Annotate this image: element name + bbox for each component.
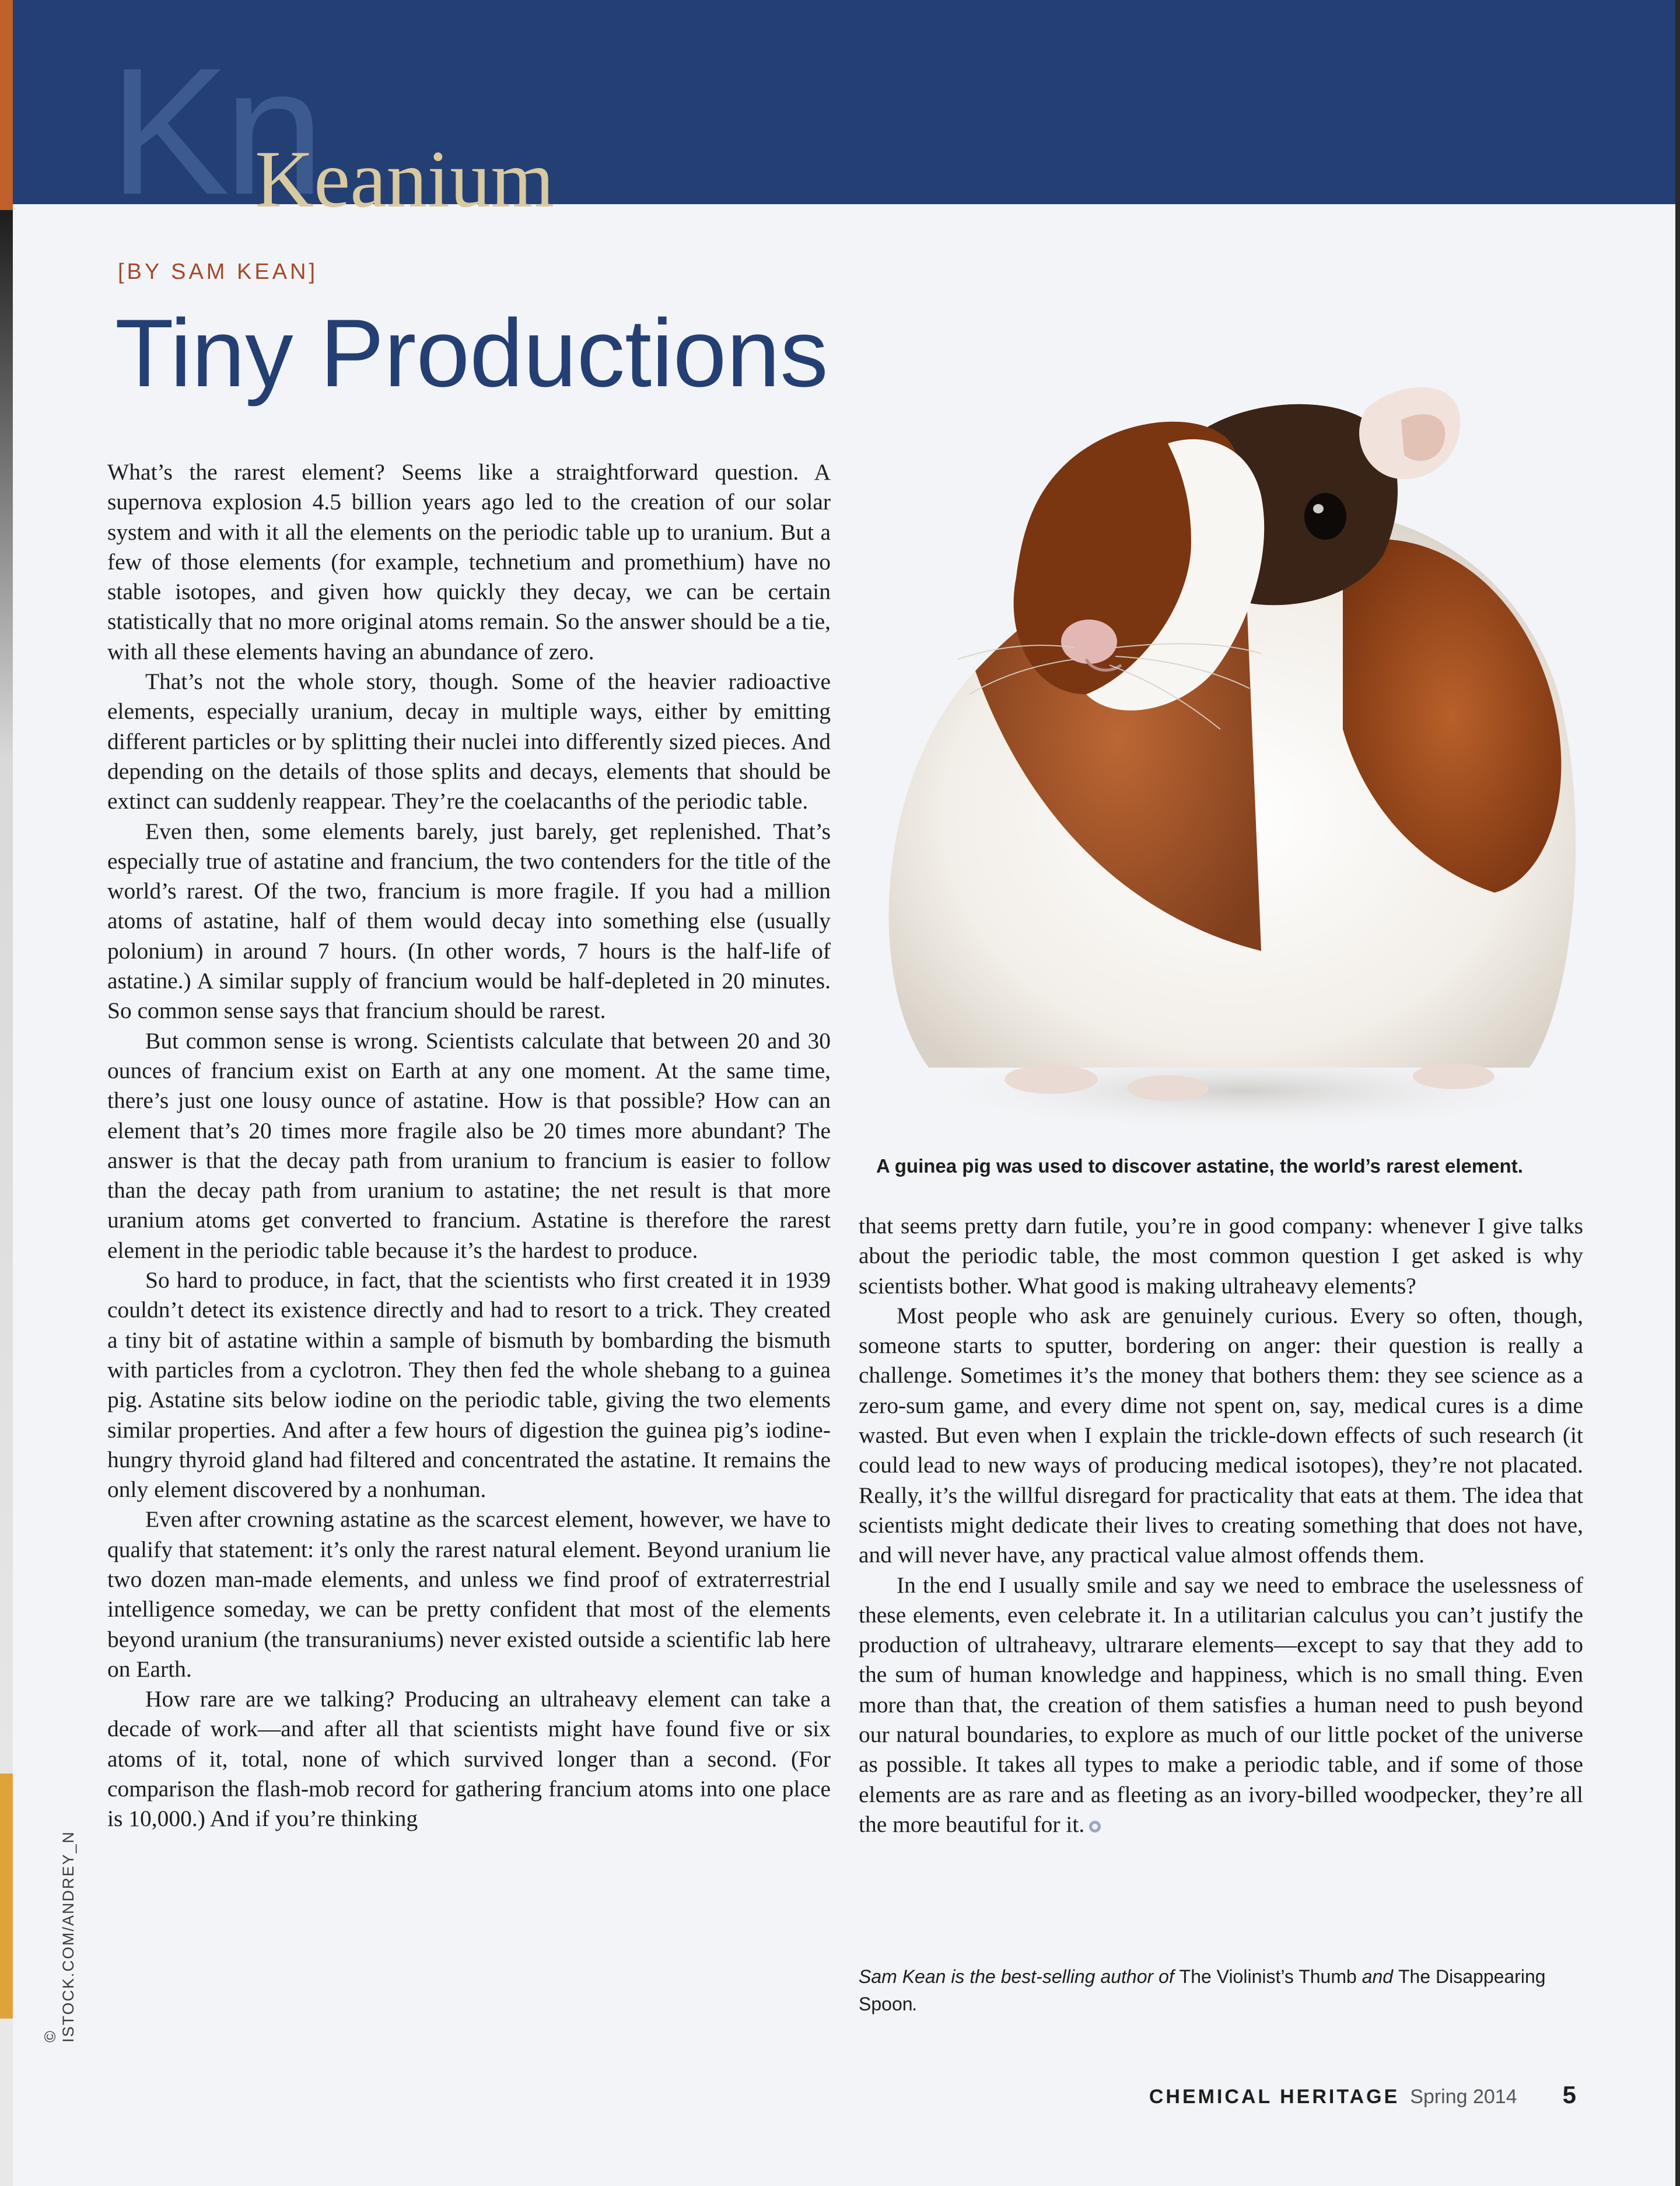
photo-caption: A guinea pig was used to discover astatine, the world’s rarest element.: [876, 1155, 1523, 1177]
paragraph: Most people who ask are genuinely curious. Every so often, though, someone starts to sputter, bordering on anger: their question is really a challenge. Sometimes it’s the money that bothers them: they see science as a zero-sum game, and every dime not spent on, say, medical cures is a dime wasted. But even when I explain the trickle-down effects of such research (it could lead to new ways of producing medical isotopes), they’re not placated. Really, it’s the willful disregard for practicality that eats at them. The idea that scientists might dedicate their lives to creating something that does not have, and will never have, any practical value almost offends them.: [859, 1302, 1583, 1568]
article-left-column: [107, 457, 831, 1834]
paragraph: That’s not the whole story, though. Some of the heavier radioactive elements, especially uranium, decay in multiple ways, either by emitting different particles or by splitting their nuclei into differently sized pieces. And depending on the details of those splits and decays, elements that should be extinct can suddenly reappear. They’re the coelacanths of the periodic table.: [107, 669, 831, 814]
page-edge: [0, 0, 13, 2186]
element-name: Keanium: [255, 134, 555, 225]
bio-text: Sam Kean is the best-selling author of: [859, 1966, 1180, 1987]
photo-credit: © ISTOCK.COM/ANDREY_N: [41, 1830, 77, 2042]
article-title: Tiny Productions: [115, 299, 828, 407]
issue-date: Spring 2014: [1410, 2086, 1517, 2108]
paragraph: What’s the rarest element? Seems like a straightforward question. A supernova explosion 4.5 billion years ago led to the creation of our solar system and with it all the elements on the periodic table up to uranium. But a few of those elements (for example, technetium and promethium) have no stable isotopes, and given how quickly they decay, we can be certain statistically that no more original atoms remain. So the answer should be a tie, with all these elements having an abundance of zero.: [107, 459, 831, 664]
paragraph: Even after crowning astatine as the scarcest element, however, we have to qualify that statement: it’s only the rarest natural element. Beyond uranium lie two dozen man-made elements, and unless we find proof of extraterrestrial intelligence someday, we can be pretty confident that most of the elements beyond uranium (the transuraniums) never existed outside a scientific lab here on Earth.: [107, 1506, 831, 1682]
header-band: [13, 0, 1675, 232]
bio-text: .: [912, 1993, 918, 2014]
article-right-column: [859, 1211, 1583, 1839]
end-of-article-icon: [1089, 1821, 1101, 1832]
paragraph: [859, 1571, 1583, 1840]
author-bio: [859, 1963, 1582, 2018]
magazine-name: CHEMICAL HERITAGE: [1149, 2086, 1400, 2108]
paragraph: Even then, some elements barely, just barely, get replenished. That’s especially true of astatine and francium, the two contenders for the title of the world’s rarest. Of the two, francium is more fragile. If you had a million atoms of astatine, half of them would decay into something else (usually polonium) in around 7 hours. (In other words, 7 hours is the half-life of astatine.) A similar supply of francium would be half-depleted in 20 minutes. So common sense says that francium should be rarest.: [107, 818, 831, 1024]
paragraph: So hard to produce, in fact, that the scientists who first created it in 1939 couldn’t detect its existence directly and had to resort to a trick. They created a tiny bit of astatine within a sample of bismuth by bombarding the bismuth with particles from a cyclotron. They then fed the whole shebang to a guinea pig. Astatine sits below iodine on the periodic table, giving the two elements similar properties. And after a few hours of digestion the guinea pig’s iodine-hungry thyroid gland had filtered and concentrated the astatine. It remains the only element discovered by a nonhuman.: [107, 1267, 831, 1503]
paragraph: But common sense is wrong. Scientists calculate that between 20 and 30 ounces of francium exist on Earth at any one moment. At the same time, there’s just one lousy ounce of astatine. How is that possible? How can an element that’s 20 times more fragile also be 20 times more abundant? The answer is that the decay path from uranium to francium is easier to follow than the decay path from uranium to astatine; the net result is that more uranium atoms get converted to francium. Astatine is therefore the rarest element in the periodic table because it’s the hardest to produce.: [107, 1027, 831, 1263]
paragraph: How rare are we talking? Producing an ultraheavy element can take a decade of work—and after all that scientists might have found five or six atoms of it, total, none of which survived longer than a second. (For comparison the flash-mob record for gathering francium atoms into one place is 10,000.) And if you’re thinking: [107, 1686, 831, 1832]
magazine-page: [13, 0, 1675, 2186]
page-footer: [1149, 2081, 1576, 2109]
byline: [BY SAM KEAN]: [118, 260, 318, 284]
book-title: The Violinist’s Thumb: [1179, 1966, 1357, 1987]
bio-text: and: [1356, 1966, 1398, 1987]
paragraph-text: In the end I usually smile and say we need to embrace the uselessness of these elements, even celebrate it. In a utilitarian calculus you can’t justify the production of ultraheavy, ultrarare elements—except to say that they add to the sum of human knowledge and happiness, which is no small thing. Even more than that, the creation of them satisfies a human need to push beyond our natural boundaries, to explore as much of our little pocket of the universe as possible. It takes all types to make a periodic table, and if some of those elements are as rare and as fleeting as an ivory-billed woodpecker, they’re all the more beautiful for it.: [859, 1572, 1583, 1837]
book-title: The Disappearing Spoon: [859, 1966, 1546, 2014]
guinea-pig-photo: [841, 368, 1594, 1143]
paragraph: that seems pretty darn futile, you’re in good company: whenever I give talks about the periodic table, the most common question I get asked is why scientists bother. What good is making ultraheavy elements?: [859, 1213, 1583, 1299]
element-symbol: Kn: [109, 30, 319, 232]
page-number: 5: [1562, 2081, 1576, 2108]
